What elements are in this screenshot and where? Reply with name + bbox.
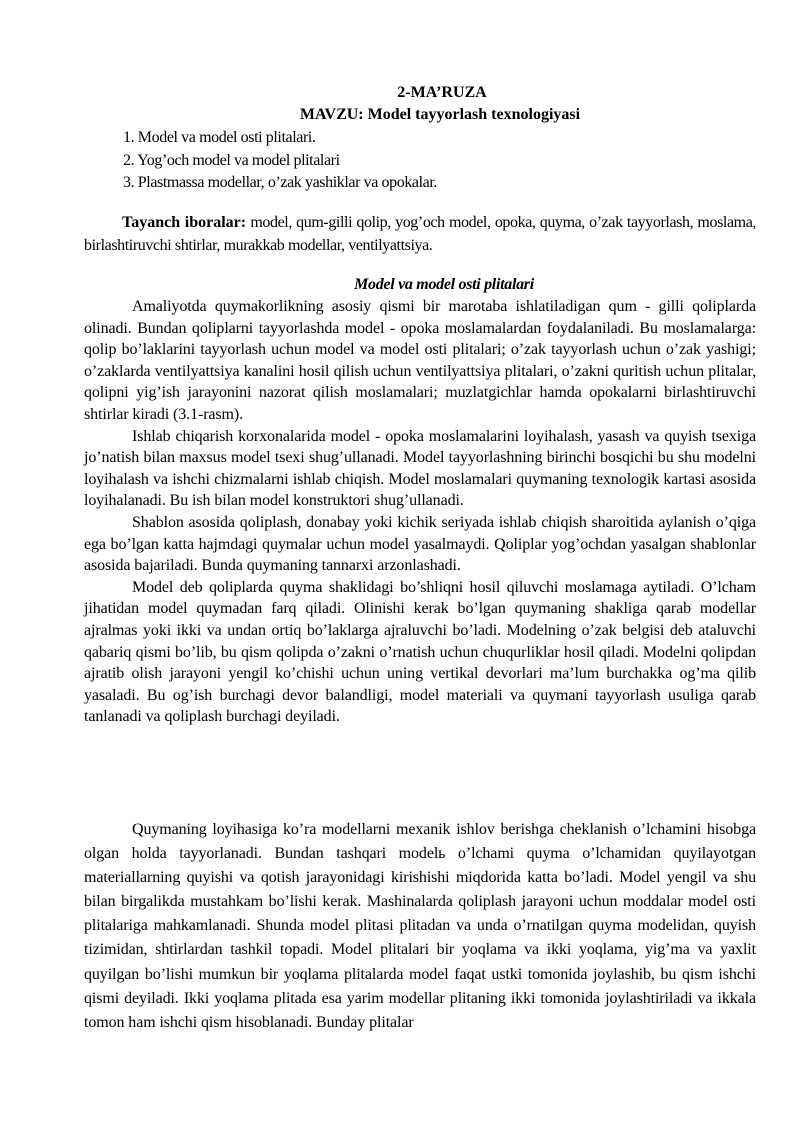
plan-item: 2. Yog’och model va model plitalari: [123, 151, 340, 169]
lecture-number: 2-MA’RUZA: [397, 84, 487, 101]
body-text-block: [84, 818, 756, 1035]
paragraph: Quymaning loyihasiga ko’ra modellarni mexanik ishlov berishga cheklanish o’lchamini hisobga olgan holda tayyorlanadi. Bundan tashqari modelь o’lchami quyma o’lchamidan quyilayotgan materiallarning quyishi va qotish jarayonidagi kirishishi miqdorida katta bo’ladi. Model yengil va shu bilan birgalikda mustahkam bo’lishi kerak. Mashinalarda qoliplash jarayoni uchun moddalar model osti plitalariga mahkamlanadi. Shunda model plitasi plitadan va unda o’rnatilgan quyma modelidan, quyish tizimidan, shtirlardan tashkil topadi. Model plitalari bir yoqlama va ikki yoqlama, yig’ma va yaxlit quyilgan bo’lishi mumkun bir yoqlama plitalarda model faqat ustki tomonida joylashib, bu qism ishchi qismi deyiladi. Ikki yoqlama plitada esa yarim modellar plitaning ikki tomonida joylashtiriladi va ikkala tomon ham ishchi qism hisoblanadi. Bunday plitalar: [84, 821, 756, 1031]
section-title: Model va model osti plitalari: [354, 276, 534, 293]
paragraph: Amaliyotda quymakorlikning asosiy qismi bir marotaba ishlatiladigan qum - gilli qoliplarda olinadi. Bundan qoliplarni tayyorlashda model - opoka moslamalardan foydalaniladi. Bu moslamalarga: qolip bo’laklarini tayyorlash uchun model va model osti plitalari; o’zak tayyorlash uchun o’zak yashigi; o’zaklarda ventilyattsiya kanalini hosil qilish uchun ventilyattsiya plitalari, o’zakni quritish uchun plitalar, qolipni yig’ish jarayonini nazorat qilish moslamalari; muzlatgichlar hamda opokalarni birlashtiruvchi shtirlar kiradi (3.1-rasm).: [84, 298, 756, 423]
paragraph: Ishlab chiqarish korxonalarida model - opoka moslamalarini loyihalash, yasash va quyish tsexiga jo’natish bilan maxsus model tsexi shug’ullanadi. Model tayyorlashning birinchi bosqichi bu shu modelni loyihalash va ishchi chizmalarni ishlab chiqish. Model moslamalari quymaning texnologik kartasi asosida loyihalanadi. Bu ish bilan model konstruktori shug’ullanadi.: [84, 427, 756, 510]
keywords-text: model, qum-gilli qolip, yog’och model, opoka, quyma, o’zak tayyorlash, moslama, birlashtiruvchi shtirlar, murakkab modellar, ventilyattsiya.: [84, 214, 756, 254]
lecture-topic: MAVZU: Model tayyorlash texnologiyasi: [299, 106, 581, 123]
keywords-paragraph: [84, 212, 756, 257]
keywords-label: Tayanch iboralar:: [122, 214, 247, 231]
paragraph: Model deb qoliplarda quyma shaklidagi bo’shliqni hosil qiluvchi moslamaga aytiladi. O’lcham jihatidan model quymadan farq qiladi. Olinishi kerak bo’lgan quymaning shakliga qarab modellar ajralmas yoki ikki va undan ortiq bo’laklarga ajraluvchi bo’ladi. Modelning o’zak belgisi deb ataluvchi qabariq qismi bo’lib, bu qism qolipda o’zakni o’rnatish uchun chuqurliklar hosil qiladi. Modelni qolipdan ajratib olish jarayoni yengil ko’chishi uchun uning vertikal devorlari ma’lum burchakka og’ma qilib yasaladi. Bu og’ish burchagi devor balandligi, model materiali va quymani tayyorlash usuliga qarab tanlanadi va qoliplash burchagi deyiladi.: [84, 578, 756, 726]
paragraph: Shablon asosida qoliplash, donabay yoki kichik seriyada ishlab chiqish sharoitida aylanish o’qiga ega bo’lgan katta hajmdagi quymalar uchun model yasalmaydi. Qoliplar yog’ochdan yasalgan shablonlar asosida bajariladi. Bunda quymaning tannarxi arzonlashadi.: [84, 513, 756, 575]
plan-item: 3. Plastmassa modellar, o’zak yashiklar va opokalar.: [123, 174, 438, 191]
body-text-block: [84, 296, 756, 728]
lecture-plan-list: [123, 127, 437, 195]
plan-item: 1. Model va model osti plitalari.: [123, 129, 316, 146]
